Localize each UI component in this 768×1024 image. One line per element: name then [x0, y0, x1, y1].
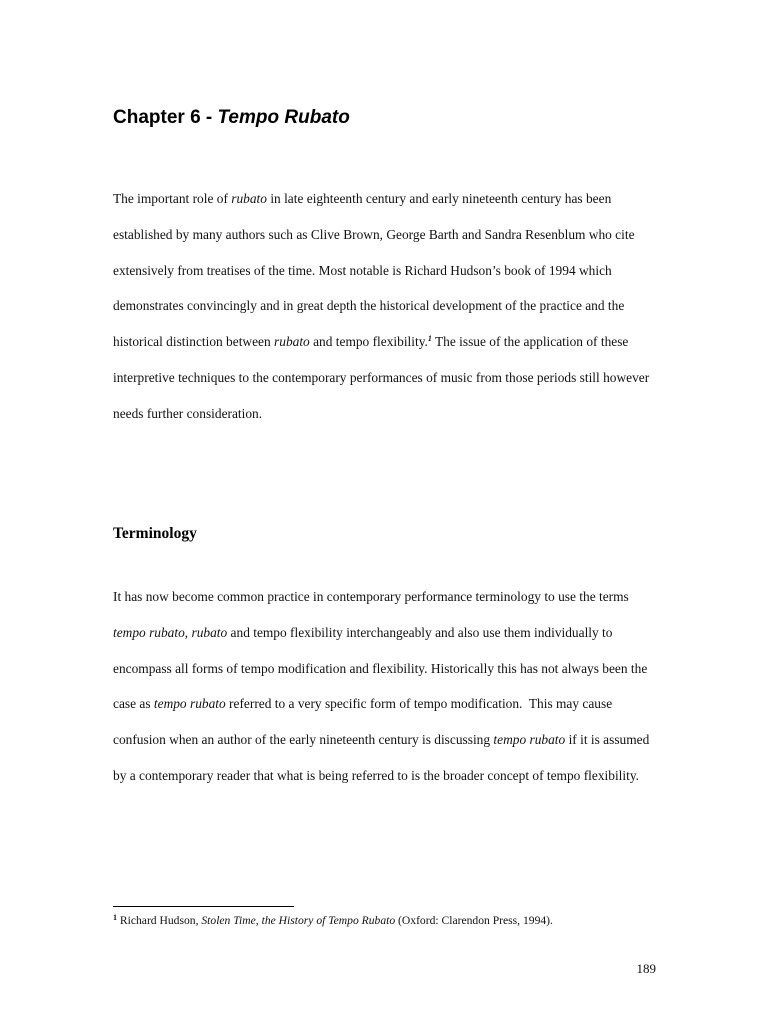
- intro-text-6: The issue of the application of these interpretive techniques to the contemporary performances of music from those periods still however needs further consideration.: [113, 334, 650, 421]
- section-heading: Terminology: [113, 525, 197, 542]
- terminology-text-2: tempo rubato, rubato: [113, 624, 228, 640]
- footnote: [113, 914, 673, 927]
- footnote-book-title: Stolen Time, the History of Tempo Rubato: [201, 914, 396, 927]
- footnote-divider: [113, 906, 294, 907]
- terminology-text-7: if it is assumed by a contemporary reader that what is being referred to is the broader concept of tempo flexibility.: [113, 732, 650, 783]
- footnote-number: 1: [113, 913, 117, 922]
- footnote-reference[interactable]: 1: [427, 334, 432, 344]
- terminology-text-3: and tempo flexibility interchangeably and also use them individually to encompass all forms of tempo modification and flexibility. Historically this has not always been the case as: [113, 624, 648, 712]
- terminology-text-1: It has now become common practice in contemporary performance terminology to use the terms: [113, 589, 629, 604]
- chapter-label: Chapter 6: [113, 107, 201, 128]
- intro-text-1: The important role of: [113, 191, 232, 206]
- intro-paragraph: [113, 181, 658, 432]
- terminology-text-6: tempo rubato: [493, 732, 566, 748]
- intro-text-2: rubato: [231, 191, 267, 206]
- chapter-separator: -: [200, 107, 218, 128]
- intro-text-5: and tempo flexibility.: [309, 334, 428, 350]
- footnote-publication: (Oxford: Clarendon Press, 1994).: [395, 914, 553, 927]
- chapter-subtitle: Tempo Rubato: [217, 107, 350, 128]
- footnote-author: Richard Hudson,: [117, 914, 202, 927]
- chapter-title: [113, 107, 350, 129]
- terminology-paragraph: [113, 579, 658, 794]
- intro-text-3: in late eighteenth century and early nineteenth century has been established by many authors such as Clive Brown, George Barth and Sandra Resenblum who cite extensively from treatises of the time. Most notable is Richard Hudson’s book of 1994 which demonstrates convincingly and in great depth the historical development of the practice and the historical distinction between: [113, 191, 635, 350]
- page-number: 189: [636, 961, 656, 976]
- terminology-text-4: tempo rubato: [153, 696, 226, 712]
- intro-text-4: rubato: [274, 334, 310, 350]
- terminology-text-5: referred to a very specific form of tempo modification. This may cause confusion when an author of the early nineteenth century is discussing: [113, 696, 616, 748]
